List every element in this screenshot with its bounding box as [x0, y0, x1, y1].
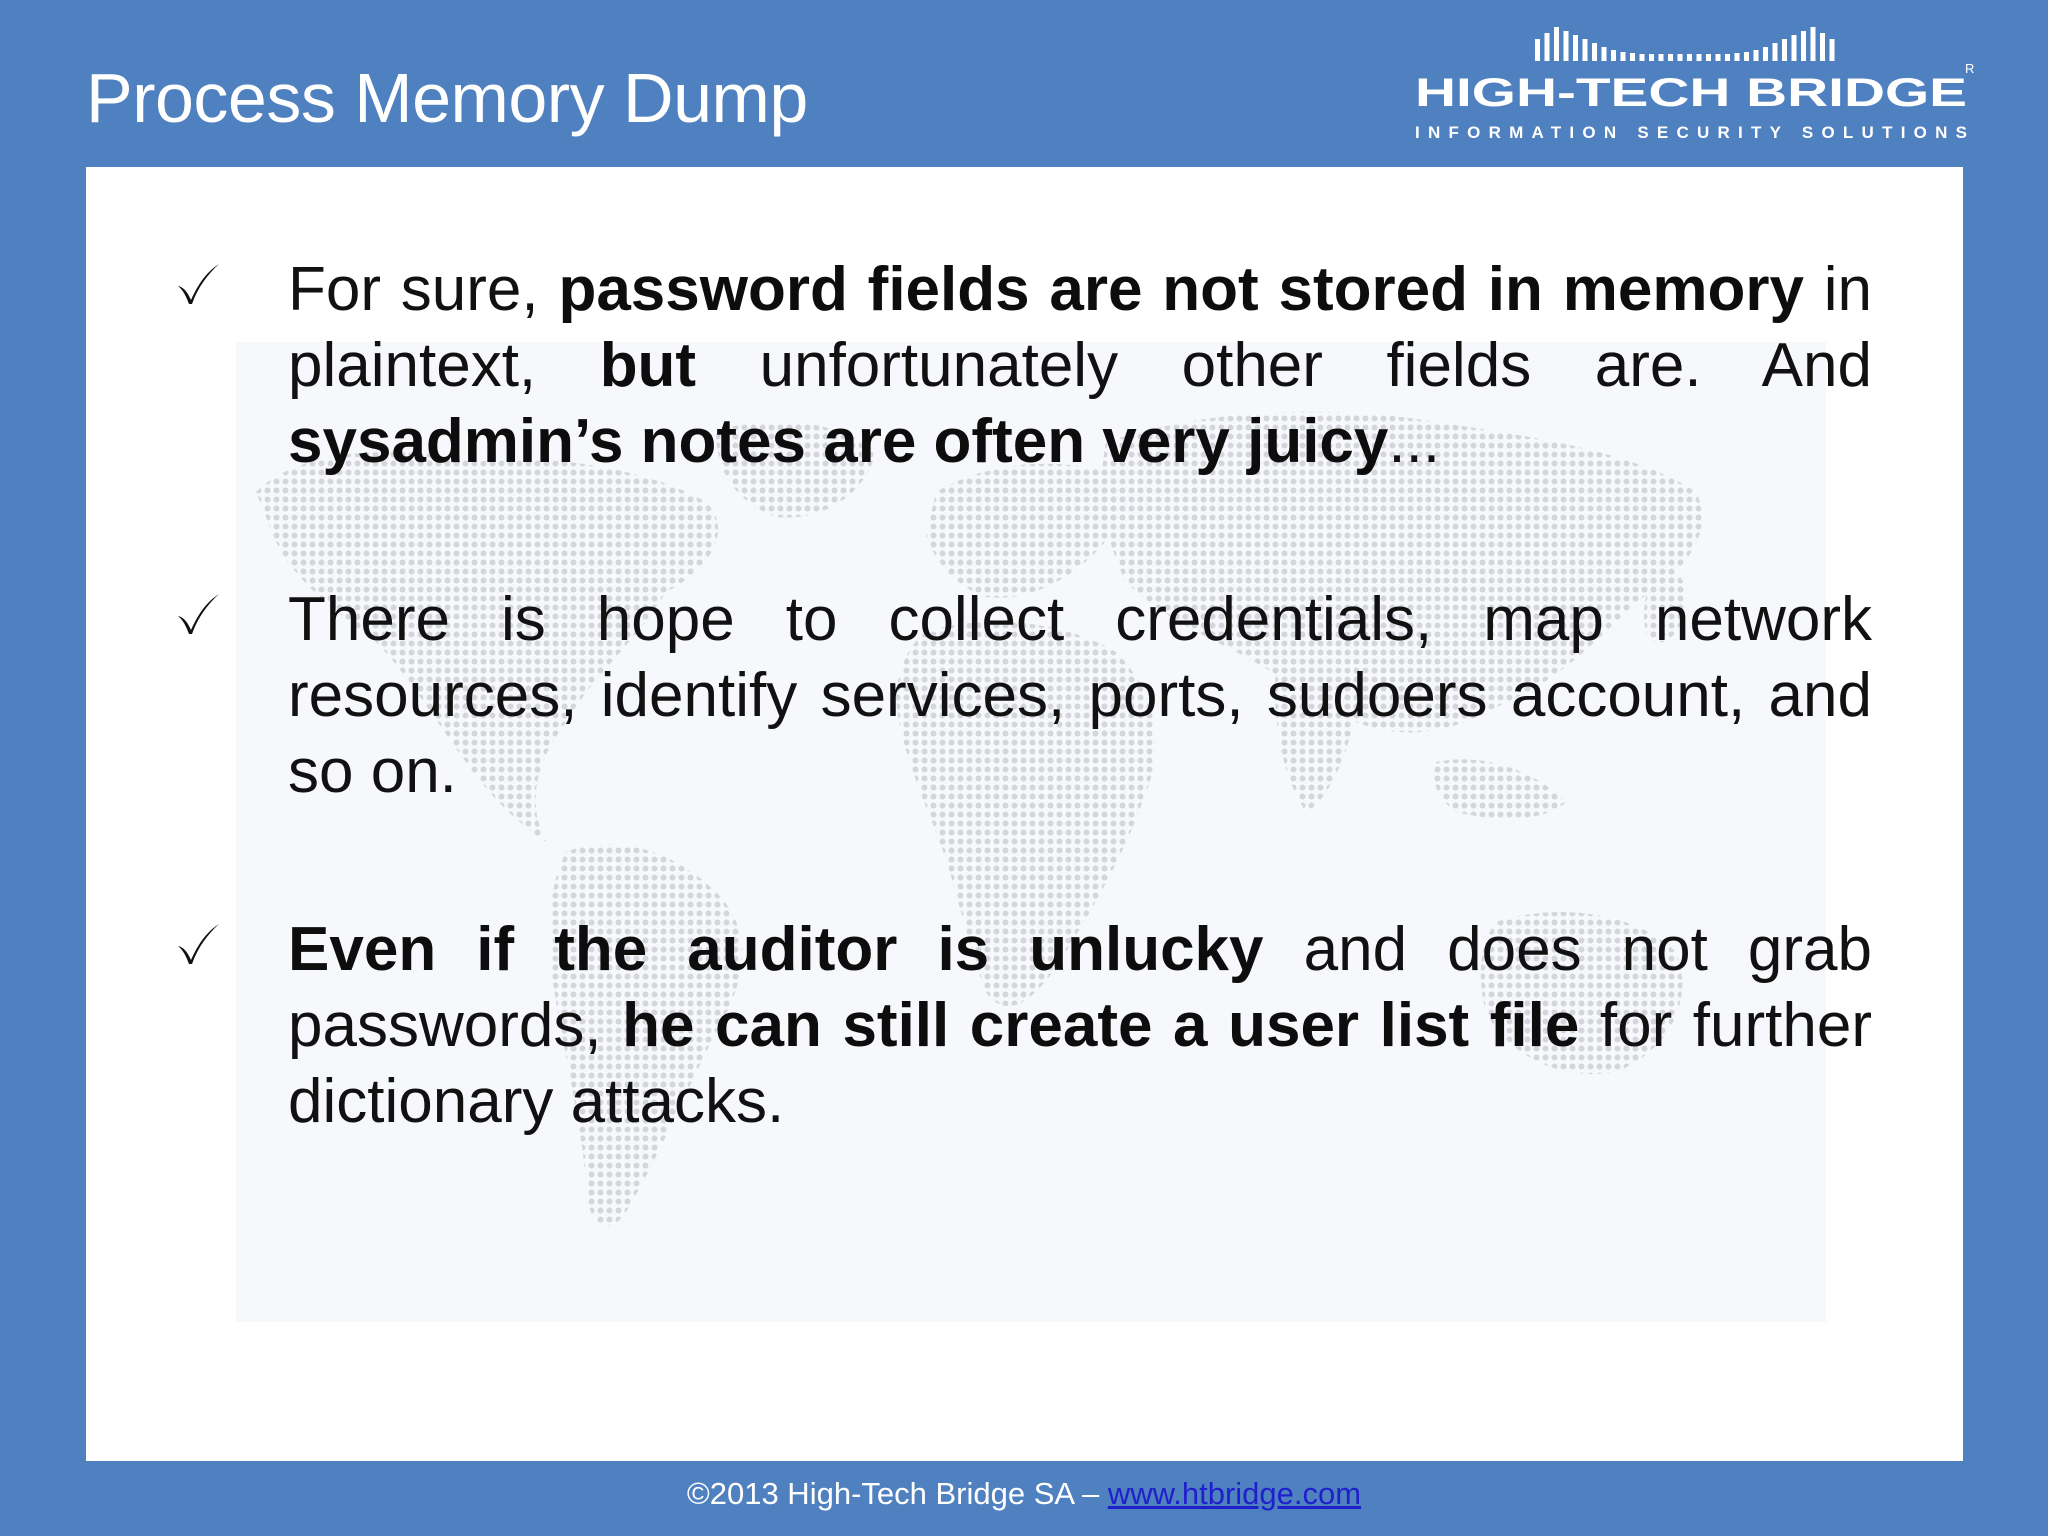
logo-tagline: INFORMATION SECURITY SOLUTIONS: [1415, 123, 1967, 142]
bullet-bold-segment: sysadmin’s notes are often very juicy: [288, 407, 1389, 476]
logo-bar: [1659, 54, 1664, 61]
logo-bar: [1697, 54, 1702, 61]
logo-bar: [1592, 43, 1597, 61]
logo-registered-mark: R: [1965, 61, 1975, 76]
bullet-bold-segment: password fields are not stored in memory: [558, 255, 1804, 324]
content-panel: [86, 167, 1963, 1461]
bullet-list: [86, 167, 1963, 1461]
logo-bar: [1535, 39, 1540, 61]
logo-bar: [1830, 39, 1835, 61]
logo-bar: [1564, 31, 1569, 61]
bullet-bold-segment: Even if the auditor is unlucky: [288, 915, 1264, 984]
bullet-text: [288, 912, 1872, 1140]
logo-bar: [1763, 47, 1768, 61]
logo-bar: [1640, 54, 1645, 61]
logo-bar: [1554, 27, 1559, 61]
logo-bar: [1545, 33, 1550, 61]
footer: [0, 1476, 2048, 1512]
logo-bar: [1668, 54, 1673, 61]
bullet-segment: and does not grab passwords,: [288, 915, 1872, 1060]
logo-bar: [1773, 43, 1778, 61]
logo-bar: [1687, 54, 1692, 61]
logo-bar: [1611, 50, 1616, 61]
logo-bar: [1725, 54, 1730, 61]
footer-copyright: ©2013 High-Tech Bridge SA –: [686, 1476, 1108, 1511]
bullet-bold-segment: he can still create a user list file: [622, 991, 1580, 1060]
logo-name: HIGH-TECH BRIDGE: [1415, 71, 1967, 115]
bullet-segment: For sure,: [288, 255, 559, 324]
logo-bar: [1811, 27, 1816, 61]
bullet-segment: ...: [1388, 407, 1441, 476]
slide-title: Process Memory Dump: [86, 59, 808, 137]
logo-bar: [1801, 31, 1806, 61]
logo-bar: [1583, 39, 1588, 61]
logo-bar: [1630, 53, 1635, 61]
bullet-segment: unfortunately other fields are. And: [696, 331, 1872, 400]
footer-link[interactable]: www.htbridge.com: [1107, 1476, 1362, 1511]
logo-bar: [1621, 52, 1626, 61]
logo-bar: [1573, 35, 1578, 61]
bullet-text: [288, 582, 1872, 810]
bullet-bold-segment: but: [599, 331, 697, 400]
bullet-segment: There is hope to collect credentials, map network resources, identify services, ports, sudoers account, and so on.: [288, 585, 1872, 806]
logo-bar: [1744, 52, 1749, 61]
bullet-text: [288, 252, 1872, 480]
checkmark-icon: [174, 260, 222, 308]
bullet-segment: in plaintext,: [288, 255, 1873, 400]
logo-bar: [1678, 54, 1683, 61]
logo-bar: [1716, 54, 1721, 61]
bullet-segment: for further dictionary attacks.: [288, 991, 1872, 1136]
checkmark-icon: [174, 920, 222, 968]
logo-bar: [1820, 33, 1825, 61]
logo-bar: [1792, 35, 1797, 61]
logo-bar: [1735, 53, 1740, 61]
logo-graphic: [1400, 16, 1980, 146]
logo-bar: [1754, 50, 1759, 61]
company-logo: [1400, 16, 1980, 146]
logo-bar: [1706, 54, 1711, 61]
logo-bar: [1602, 47, 1607, 61]
logo-bar: [1649, 54, 1654, 61]
checkmark-icon: [174, 590, 222, 638]
logo-bar: [1782, 39, 1787, 61]
